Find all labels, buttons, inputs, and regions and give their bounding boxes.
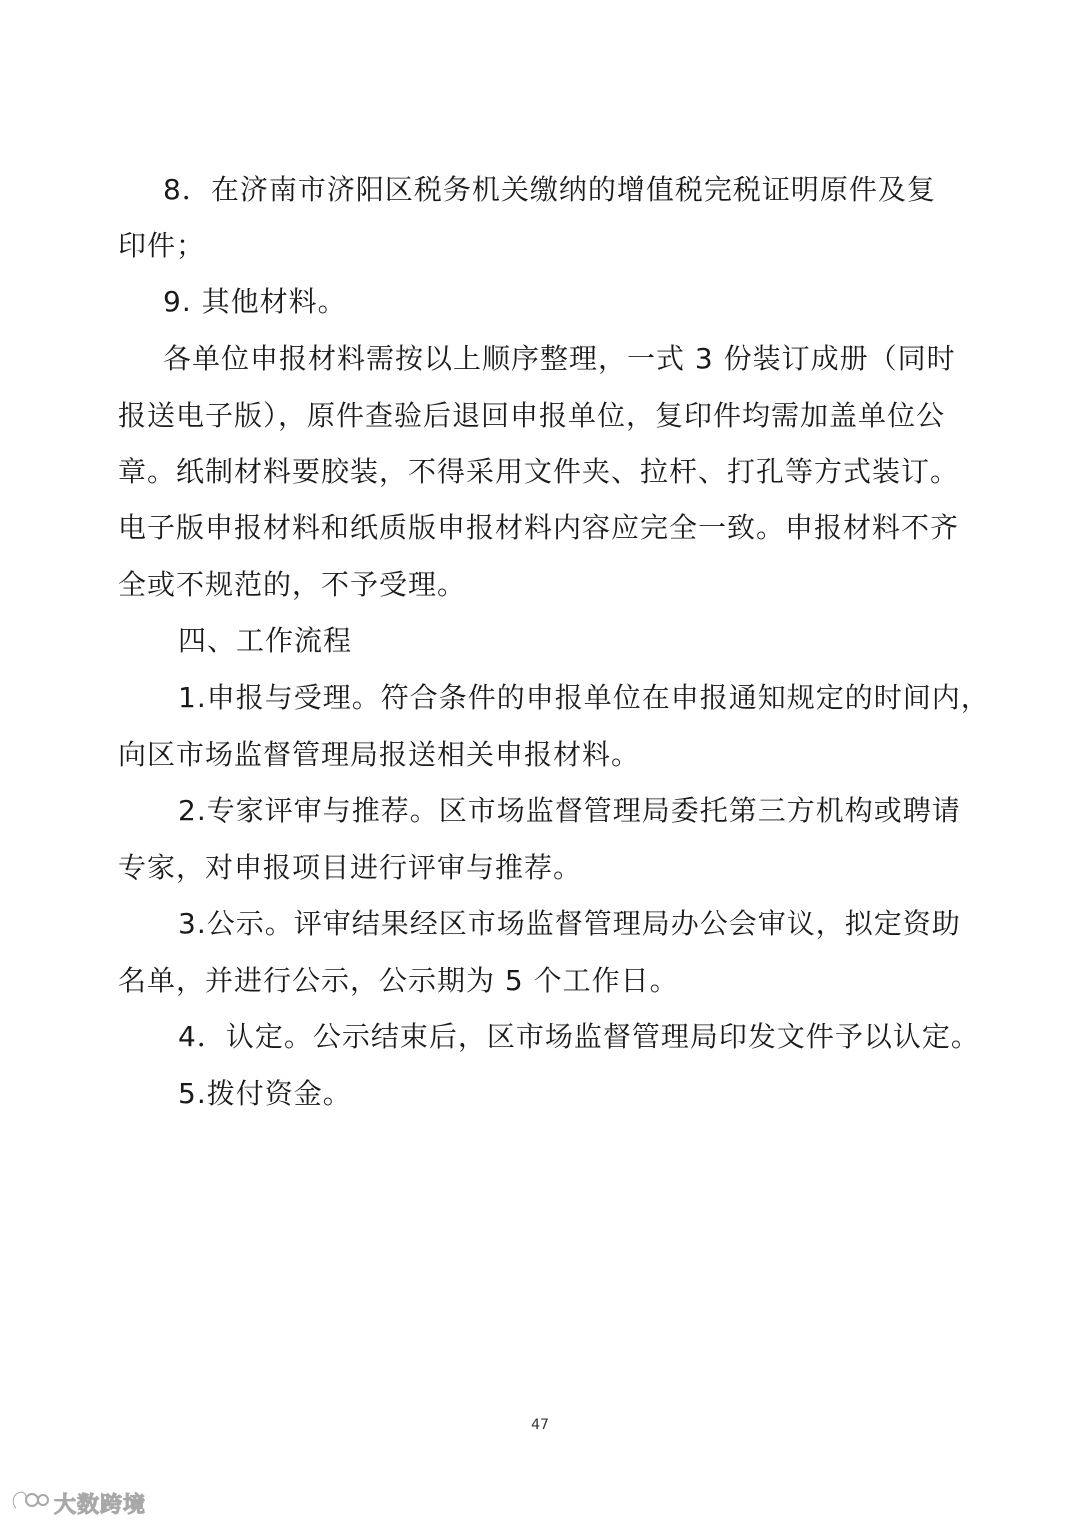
paragraph-line: 5.拨付资金。 [178,1077,352,1110]
paragraph-line: 向区市场监督管理局报送相关申报材料。 [118,738,641,771]
paragraph-line: 2.专家评审与推荐。区市场监督管理局委托第三方机构或聘请 [178,794,961,827]
watermark [10,1488,146,1518]
paragraph-line: 1.申报与受理。符合条件的申报单位在申报通知规定的时间内， [178,681,990,714]
paragraph-line: 印件； [118,229,206,262]
paragraph-line: 章。纸制材料要胶装，不得采用文件夹、拉杆、打孔等方式装订。 [118,455,960,488]
paragraph-line: 各单位申报材料需按以上顺序整理，一式 3 份装订成册（同时 [163,342,956,375]
paragraph-line: 全或不规范的，不予受理。 [118,568,467,601]
paragraph-line: 专家，对申报项目进行评审与推荐。 [118,851,583,884]
paragraph-line: 4．认定。公示结束后，区市场监督管理局印发文件予以认定。 [178,1020,980,1053]
paragraph-line: 9. 其他材料。 [163,285,347,318]
section-heading: 四、工作流程 [178,624,353,657]
paragraph-line: 8．在济南市济阳区税务机关缴纳的增值税完税证明原件及复 [163,173,936,206]
brand-logo-icon [10,1488,50,1518]
watermark-text: 大数跨境 [54,1492,147,1518]
paragraph-line: 报送电子版），原件查验后退回申报单位，复印件均需加盖单位公 [118,399,946,432]
paragraph-line: 名单，并进行公示，公示期为 5 个工作日。 [118,964,679,997]
page-number: 47 [531,1417,549,1433]
paragraph-line: 3.公示。评审结果经区市场监督管理局办公会审议，拟定资助 [178,907,961,940]
paragraph-line: 电子版申报材料和纸质版申报材料内容应完全一致。申报材料不齐 [118,511,960,544]
